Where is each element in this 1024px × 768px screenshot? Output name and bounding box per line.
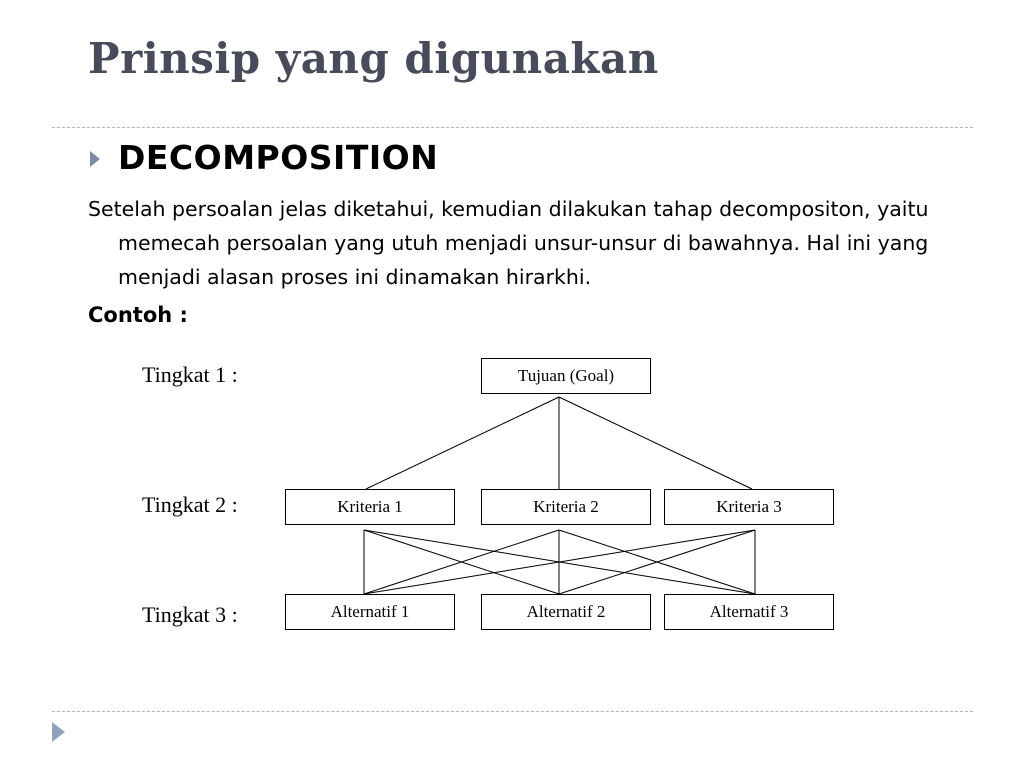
level-1-label: Tingkat 1 : — [142, 362, 238, 387]
example-label: Contoh : — [88, 303, 188, 327]
criteria-box-1: Kriteria 1 — [285, 489, 455, 525]
alternative-box-1: Alternatif 1 — [285, 594, 455, 630]
alternative-box-2: Alternatif 2 — [481, 594, 651, 630]
connector-goal-k3 — [559, 397, 752, 489]
level-2-label: Tingkat 2 : — [142, 492, 238, 517]
connector-goal-k1 — [366, 397, 559, 489]
next-slide-arrow-icon[interactable] — [52, 722, 65, 742]
level-3-label: Tingkat 3 : — [142, 602, 238, 627]
alternative-box-3: Alternatif 3 — [664, 594, 834, 630]
section-heading: DECOMPOSITION — [118, 138, 439, 177]
bottom-divider — [52, 711, 973, 712]
criteria-box-2: Kriteria 2 — [481, 489, 651, 525]
criteria-box-3: Kriteria 3 — [664, 489, 834, 525]
slide-title: Prinsip yang digunakan — [88, 34, 659, 83]
goal-box: Tujuan (Goal) — [481, 358, 651, 394]
body-paragraph: Setelah persoalan jelas diketahui, kemudian dilakukan tahap decompositon, yaitu memecah persoalan yang utuh menjadi unsur-unsur di bawahnya. Hal ini yang menjadi alasan proses ini dinamakan hirarkhi. — [88, 197, 929, 289]
